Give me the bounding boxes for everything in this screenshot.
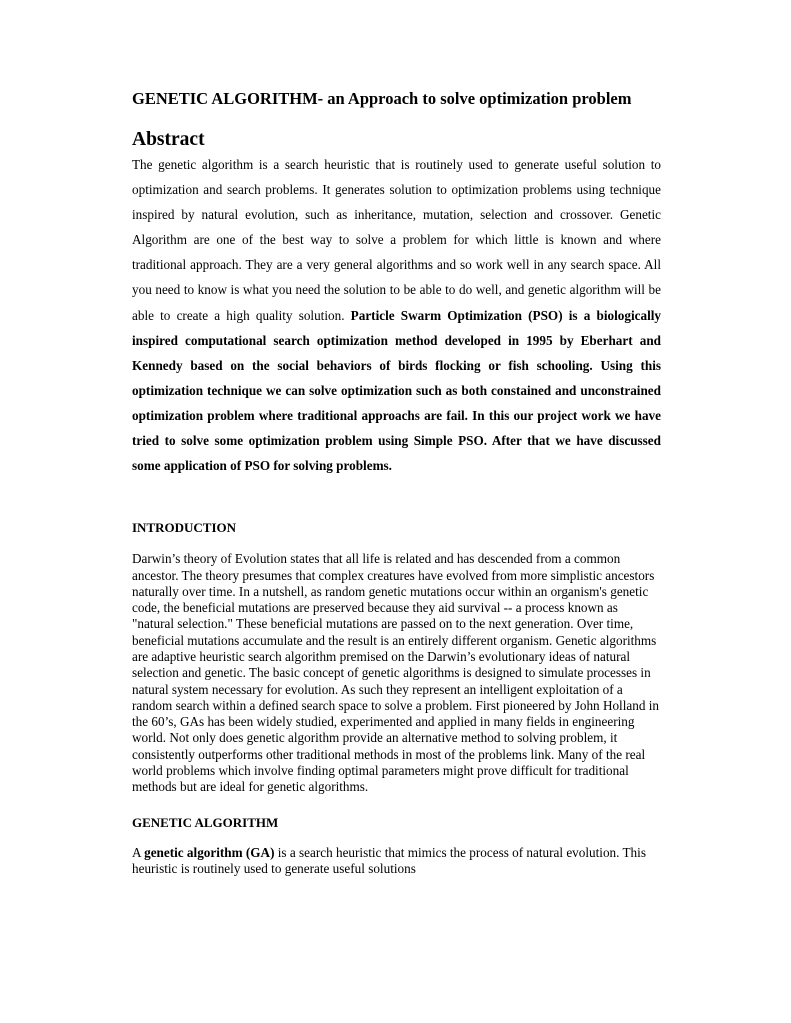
abstract-text-bold: Particle Swarm Optimization (PSO) is a biologically inspired computational search optimization method developed in 1995 by Eberhart and Kennedy based on the social behaviors of birds flocking or fish schooling. Using this optimization technique we can solve optimization such as both constained and unconstrained optimization problem where traditional approachs are fail. In this our project work we have tried to solve some optimization problem using Simple PSO. After that we have discussed some application of PSO for solving problems. bbox=[132, 307, 661, 474]
paper-title: GENETIC ALGORITHM- an Approach to solve optimization problem bbox=[132, 89, 632, 108]
ga-text-prefix: A bbox=[132, 844, 145, 860]
genetic-algorithm-heading: GENETIC ALGORITHM bbox=[132, 814, 279, 830]
introduction-heading: INTRODUCTION bbox=[132, 520, 237, 536]
abstract-heading: Abstract bbox=[132, 129, 205, 150]
abstract-text-plain: The genetic algorithm is a search heuristic that is routinely used to generate useful solution to optimization and search problems. It generates solution to optimization problems using technique inspired by natural evolution, such as inheritance, mutation, selection and crossover. Genetic Algorithm are one of the best way to solve a problem for which little is known and where traditional approach. They are a very general algorithms and so work well in any search space. All you need to know is what you need the solution to be able to do well, and genetic algorithm will be able to create a high quality solution. bbox=[132, 157, 661, 323]
introduction-paragraph: Darwin’s theory of Evolution states that all life is related and has descended from a common ancestor. The theory presumes that complex creatures have evolved from more simplistic ancestors naturally over time. In a nutshell, as random genetic mutations occur within an organism's genetic code, the beneficial mutations are preserved because they aid survival -- a process known as "natural selection." These beneficial mutations are passed on to the next generation. Over time, beneficial mutations accumulate and the result is an entirely different organism. Genetic algorithms are adaptive heuristic search algorithm premised on the Darwin’s evolutionary ideas of natural selection and genetic. The basic concept of genetic algorithms is designed to simulate processes in natural system necessary for evolution. As such they represent an intelligent exploitation of a random search within a defined search space to solve a problem. First pioneered by John Holland in the 60’s, GAs has been widely studied, experimented and applied in many fields in engineering world. Not only does genetic algorithm provide an alternative method to solving problem, it consistently outperforms other traditional methods in most of the problems link. Many of the real world problems which involve finding optimal parameters might prove difficult for traditional methods but are ideal for genetic algorithms. bbox=[132, 551, 659, 795]
genetic-algorithm-paragraph bbox=[132, 845, 661, 878]
ga-term-bold: genetic algorithm (GA) bbox=[144, 844, 275, 860]
abstract-paragraph bbox=[132, 152, 661, 478]
ga-text-rest: is a search heuristic that mimics the process of natural evolution. This heuristic is routinely used to generate useful solutions bbox=[132, 844, 646, 876]
